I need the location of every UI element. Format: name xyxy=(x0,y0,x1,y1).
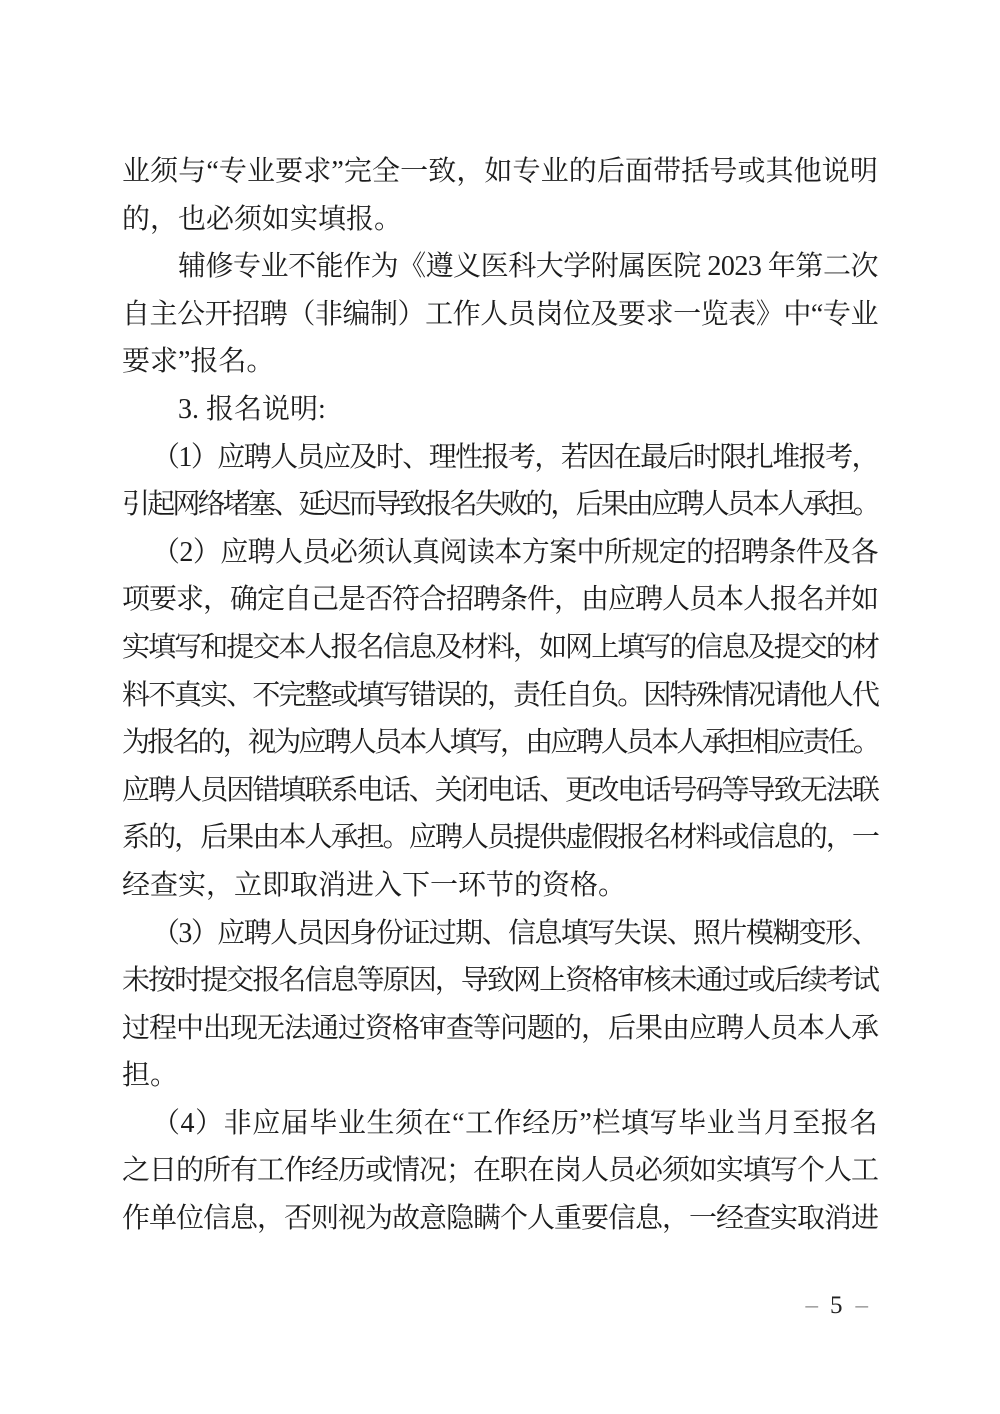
text-line: 未按时提交报名信息等原因，导致网上资格审核未通过或后续考试 xyxy=(122,965,878,997)
text-line: 业须与“专业要求”完全一致，如专业的后面带括号或其他说明 xyxy=(122,156,878,187)
text-line: 料不真实、不完整或填写错误的，责任自负。因特殊情况请他人代 xyxy=(122,679,878,711)
text-line: （2）应聘人员必须认真阅读本方案中所规定的招聘条件及各 xyxy=(152,536,878,568)
text-line: 辅修专业不能作为《遵义医科大学附属医院 2023 年第二次 xyxy=(178,251,878,283)
text-line: 自主公开招聘（非编制）工作人员岗位及要求一览表》中“专业 xyxy=(122,298,878,330)
text-line: 应聘人员因错填联系电话、关闭电话、更改电话号码等导致无法联 xyxy=(122,774,878,806)
text-line: 要求”报名。 xyxy=(122,346,275,378)
footer-dash-left: – xyxy=(805,1292,818,1319)
text-line: （4）非应届毕业生须在“工作经历”栏填写毕业当月至报名 xyxy=(152,1107,878,1139)
text-line: 经查实，立即取消进入下一环节的资格。 xyxy=(122,869,627,901)
page-number: 5 xyxy=(830,1292,844,1319)
text-line: 项要求，确定自己是否符合招聘条件，由应聘人员本人报名并如 xyxy=(122,584,878,616)
text-line: 作单位信息，否则视为故意隐瞒个人重要信息，一经查实取消进 xyxy=(122,1203,878,1235)
text-line: 为报名的，视为应聘人员本人填写，由应聘人员本人承担相应责任。 xyxy=(122,727,878,759)
text-line: 系的，后果由本人承担。应聘人员提供虚假报名材料或信息的，一 xyxy=(122,822,878,854)
text-line: （1）应聘人员应及时、理性报考，若因在最后时限扎堆报考， xyxy=(152,441,878,473)
text-line: 的，也必须如实填报。 xyxy=(122,203,403,235)
text-line: 过程中出现无法通过资格审查等问题的，后果由应聘人员本人承 xyxy=(122,1012,878,1044)
text-line: （3）应聘人员因身份证过期、信息填写失误、照片模糊变形、 xyxy=(152,917,878,949)
text-line: 引起网络堵塞、延迟而导致报名失败的，后果由应聘人员本人承担。 xyxy=(122,489,878,521)
document-body xyxy=(122,148,878,1243)
footer-dash-right: – xyxy=(855,1292,868,1319)
page-footer xyxy=(122,1288,880,1324)
section-heading: 3. 报名说明: xyxy=(178,393,326,425)
text-line: 担。 xyxy=(122,1060,179,1092)
text-line: 之日的所有工作经历或情况；在职在岗人员必须如实填写个人工 xyxy=(122,1155,878,1187)
text-line: 实填写和提交本人报名信息及材料，如网上填写的信息及提交的材 xyxy=(122,631,878,663)
